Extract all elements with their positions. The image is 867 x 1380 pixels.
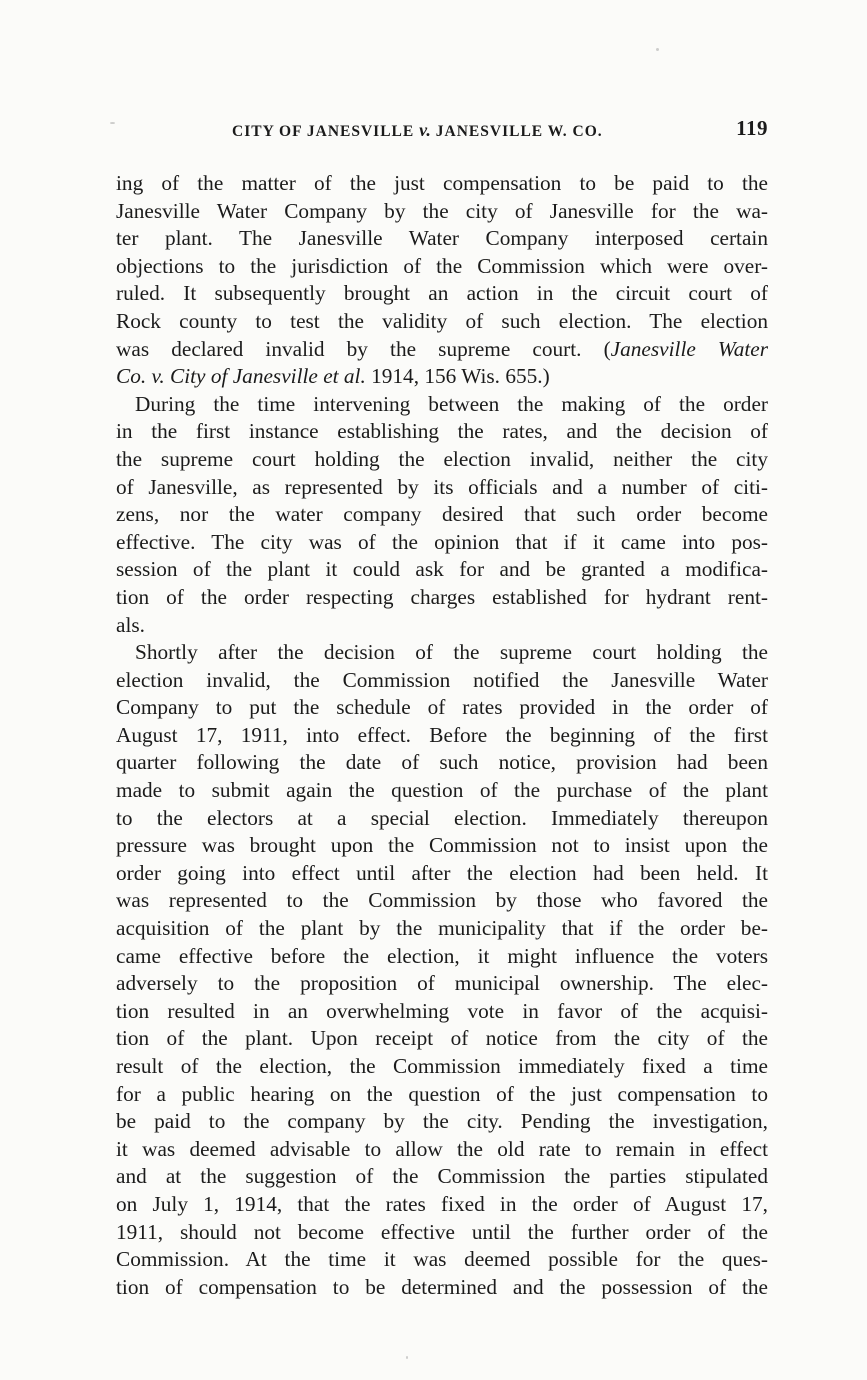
text-line: During the time intervening between the making of the order (135, 391, 768, 416)
text-line: tion of compensation to be determined and the possession of the (116, 1274, 768, 1299)
text-line: August 17, 1911, into effect. Before the beginning of the first (116, 722, 768, 747)
text-line: of Janesville, as represented by its officials and a number of citi- (116, 474, 768, 499)
scan-speck (656, 48, 659, 51)
text-line: Janesville Water Company by the city of Janesville for the wa- (116, 198, 768, 223)
text-line: pressure was brought upon the Commission not to insist upon the (116, 833, 768, 858)
text-line: zens, nor the water company desired that such order become (116, 502, 768, 527)
text-line: ruled. It subsequently brought an action in the circuit court of (116, 281, 768, 306)
text-line: on July 1, 1914, that the rates fixed in the order of August 17, (116, 1191, 768, 1216)
text-line: tion of the plant. Upon receipt of notice from the city of the (116, 1026, 768, 1051)
text-line: adversely to the proposition of municipal ownership. The elec- (116, 971, 768, 996)
text-line-citation: was declared invalid by the supreme court. (Janesville Water (116, 336, 769, 361)
text-line-citation: Co. v. City of Janesville et al. 1914, 156 Wis. 655.) (116, 364, 550, 389)
page-number: 119 (736, 116, 768, 140)
text-line: effective. The city was of the opinion that if it came into pos- (116, 529, 768, 554)
text-line: was represented to the Commission by those who favored the (116, 888, 768, 913)
text-line: in the first instance establishing the rates, and the decision of (116, 419, 768, 444)
text-line: Company to put the schedule of rates provided in the order of (116, 695, 768, 720)
paragraph-1 (116, 170, 768, 391)
scan-speck (406, 1356, 408, 1359)
paragraph-2 (116, 391, 768, 639)
text-line: quarter following the date of such notice, provision had been (116, 750, 768, 775)
text-line: session of the plant it could ask for and be granted a modifica- (116, 557, 768, 582)
text-line: tion resulted in an overwhelming vote in favor of the acquisi- (116, 998, 768, 1023)
text-line: ing of the matter of the just compensation to be paid to the (116, 171, 768, 195)
running-title: CITY OF JANESVILLE v. JANESVILLE W. CO. (232, 120, 603, 140)
text-line: the supreme court holding the election invalid, neither the city (116, 446, 768, 471)
text-line: 1911, should not become effective until the further order of the (116, 1219, 768, 1244)
text-line: ter plant. The Janesville Water Company interposed certain (116, 226, 768, 251)
text-line: als. (116, 612, 145, 637)
text-line: Shortly after the decision of the supreme court holding the (135, 640, 768, 665)
text-line: and at the suggestion of the Commission the parties stipulated (116, 1164, 768, 1189)
text-line: be paid to the company by the city. Pending the investigation, (116, 1109, 768, 1134)
running-header (232, 118, 772, 142)
text-line: tion of the order respecting charges established for hydrant rent- (116, 584, 768, 609)
text-line: objections to the jurisdiction of the Commission which were over- (116, 253, 768, 278)
text-line: election invalid, the Commission notified the Janesville Water (116, 667, 768, 692)
text-line: came effective before the election, it might influence the voters (116, 943, 768, 968)
body-text (116, 170, 768, 1301)
text-line: made to submit again the question of the purchase of the plant (116, 778, 768, 803)
text-line: acquisition of the plant by the municipality that if the order be- (116, 916, 768, 941)
text-line: order going into effect until after the election had been held. It (116, 860, 768, 885)
text-line: for a public hearing on the question of the just compensation to (116, 1081, 768, 1106)
text-line: result of the election, the Commission immediately fixed a time (116, 1054, 768, 1078)
scan-speck (110, 122, 115, 124)
text-line: it was deemed advisable to allow the old rate to remain in effect (116, 1136, 768, 1161)
paragraph-3 (116, 639, 768, 1301)
text-line: Commission. At the time it was deemed possible for the ques- (116, 1247, 768, 1272)
text-line: to the electors at a special election. Immediately thereupon (116, 805, 768, 830)
text-line: Rock county to test the validity of such election. The election (116, 308, 768, 333)
